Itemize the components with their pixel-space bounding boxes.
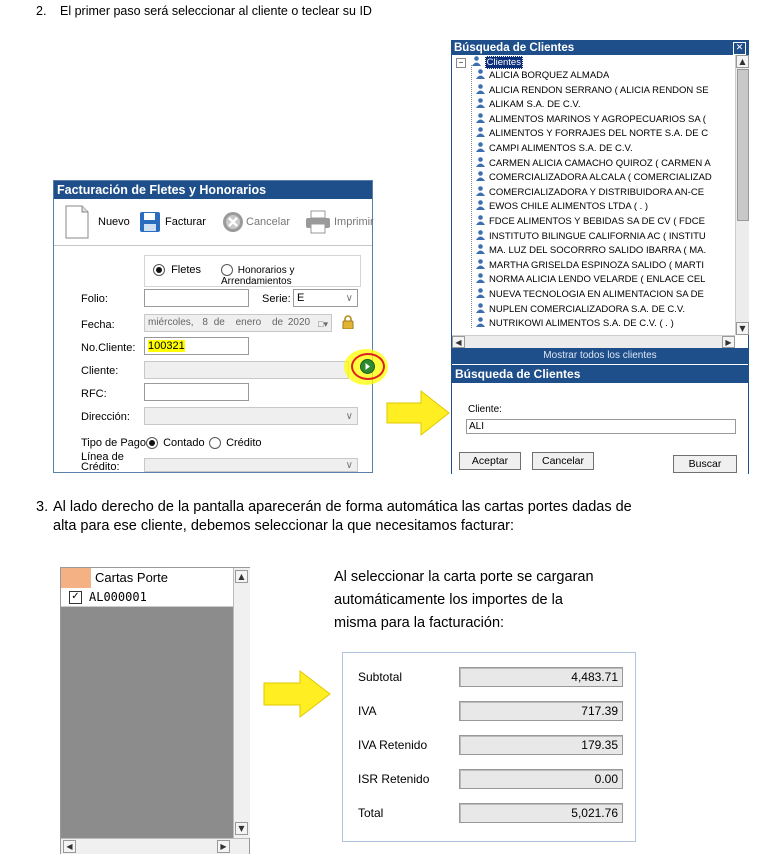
cliente-input[interactable] (144, 361, 349, 379)
chevron-down-icon: ∨ (345, 411, 353, 422)
person-icon (476, 230, 485, 240)
client-name: MA. LUZ DEL SOCORRRO SALIDO IBARRA ( MA. (489, 245, 707, 257)
serie-value: E (297, 292, 305, 304)
list-item[interactable] (476, 273, 705, 286)
facturar-label: Facturar (165, 216, 206, 228)
scroll-right-arrow[interactable]: ▶ (217, 840, 230, 853)
cartas-header: Cartas Porte (95, 570, 168, 585)
list-item[interactable] (476, 171, 712, 184)
search-cliente-label: Cliente: (468, 404, 502, 415)
nocliente-value: 100321 (148, 340, 185, 352)
fecha-picker[interactable] (144, 314, 332, 332)
serie-select[interactable] (293, 289, 358, 307)
total-label: IVA (358, 704, 377, 718)
list-item[interactable] (476, 259, 704, 272)
nuevo-button[interactable] (64, 205, 130, 239)
search-panel-title: Búsqueda de Clientes (452, 365, 748, 383)
fecha-year: 2020 (287, 317, 311, 328)
list-item[interactable] (476, 303, 685, 316)
scroll-right-arrow[interactable]: ▶ (722, 336, 735, 348)
linea-label-1: Línea de (81, 451, 124, 463)
person-icon (476, 303, 485, 313)
person-icon (476, 288, 485, 298)
radio-honorarios[interactable] (221, 264, 360, 287)
list-item[interactable] (476, 288, 704, 301)
tipo-radio-group (144, 255, 361, 287)
client-name: ALIMENTOS MARINOS Y AGROPECUARIOS SA ( (489, 113, 706, 125)
total-label: Subtotal (358, 670, 403, 684)
step3-line1: Al lado derecho de la pantalla aparecerán de forma automática las cartas portes dadas de (53, 499, 632, 515)
note-text (334, 566, 594, 635)
mostrar-todos-button[interactable]: Mostrar todos los clientes (452, 348, 748, 364)
person-icon (476, 171, 485, 181)
table-row[interactable] (61, 588, 233, 607)
client-name: CAMPI ALIMENTOS S.A. DE C.V. (489, 143, 633, 154)
list-item[interactable] (476, 215, 705, 228)
facturar-button[interactable] (139, 205, 206, 239)
person-icon (476, 142, 485, 152)
fecha-month: enero (235, 317, 262, 328)
save-disk-icon (139, 211, 161, 233)
calendar-dropdown-icon: □▾ (318, 319, 328, 329)
client-name: ALICIA BORQUEZ ALMADA (489, 70, 610, 81)
radio-honorarios-dot (221, 264, 233, 276)
client-name: NUPLEN COMERCIALIZADORA S.A. DE C.V. (489, 303, 686, 315)
carta-id: AL000001 (89, 590, 147, 604)
nocliente-label: No.Cliente: (81, 342, 136, 354)
cancelar-label: Cancelar (246, 216, 291, 228)
person-icon (476, 127, 485, 137)
tree-vertical-scrollbar[interactable] (735, 55, 749, 335)
total-value: 5,021.76 (459, 803, 623, 823)
fecha-d: 8 (202, 317, 208, 328)
imprimir-button[interactable] (305, 205, 374, 239)
totals-panel (342, 652, 636, 842)
radio-honorarios-label: Honorarios y Arrendamientos (221, 264, 295, 287)
step3-number: 3. (36, 499, 49, 515)
scroll-up-arrow[interactable]: ▲ (736, 55, 749, 68)
client-name: NORMA ALICIA LENDO VELARDE ( ENLACE CEL (489, 274, 706, 286)
list-item[interactable] (476, 157, 711, 170)
serie-label: Serie: (262, 293, 291, 305)
nuevo-label: Nuevo (98, 216, 130, 228)
total-value: 0.00 (459, 769, 623, 789)
scroll-down-arrow[interactable]: ▼ (235, 822, 248, 835)
cartas-header-corner (61, 568, 91, 588)
direccion-select[interactable] (144, 407, 358, 425)
list-item[interactable] (476, 244, 706, 257)
arrow-right-icon (385, 388, 451, 438)
note-line2: automáticamente los importes de la (334, 592, 563, 608)
scroll-left-arrow[interactable]: ◀ (63, 840, 76, 853)
client-name: ALICIA RENDON SERRANO ( ALICIA RENDON SE (489, 84, 709, 96)
person-icon (476, 200, 485, 210)
list-item[interactable] (476, 127, 708, 140)
client-name: ALIKAM S.A. DE C.V. (489, 99, 581, 111)
fecha-day: miércoles, (148, 317, 194, 328)
radio-contado-label: Contado (163, 437, 205, 449)
client-name: CARMEN ALICIA CAMACHO QUIROZ ( CARMEN A (489, 157, 711, 169)
chevron-down-icon: ∨ (345, 293, 353, 304)
search-panel (452, 365, 748, 475)
linea-credito-select[interactable] (144, 458, 358, 472)
rfc-input[interactable] (144, 383, 249, 401)
client-name: COMERCIALIZADORA Y DISTRIBUIDORA AN-CE (489, 186, 705, 198)
folio-input[interactable] (144, 289, 249, 307)
person-icon (476, 157, 485, 167)
client-name: NUEVA TECNOLOGIA EN ALIMENTACION SA DE (489, 289, 704, 300)
client-name: INSTITUTO BILINGUE CALIFORNIA AC ( INSTITU (489, 230, 706, 242)
fecha-de2: de (271, 317, 284, 328)
person-icon (476, 113, 485, 123)
busqueda-title: Búsqueda de Clientes (452, 41, 748, 55)
person-icon (476, 98, 485, 108)
radio-contado[interactable] (146, 437, 205, 449)
tipopago-label: Tipo de Pago (81, 437, 147, 449)
imprimir-label: Imprimir (334, 216, 374, 228)
total-value: 179.35 (459, 735, 623, 755)
tree-root[interactable] (456, 56, 523, 69)
client-name: COMERCIALIZADORA ALCALA ( COMERCIALIZAD (489, 172, 712, 184)
radio-fletes-label: Fletes (171, 264, 202, 276)
client-name: MARTHA GRISELDA ESPINOZA SALIDO ( MARTI (489, 259, 705, 271)
fecha-label: Fecha: (81, 319, 115, 331)
direccion-label: Dirección: (81, 411, 130, 423)
cartas-header-row (61, 568, 233, 589)
total-value: 717.39 (459, 701, 623, 721)
client-name: NUTRIKOWI ALIMENTOS S.A. DE C.V. ( . ) (489, 318, 674, 330)
facturacion-window (53, 180, 373, 473)
lock-icon (342, 315, 354, 329)
radio-fletes-dot (153, 264, 165, 276)
tree-connector (471, 65, 472, 328)
person-icon (476, 273, 485, 283)
list-item[interactable] (476, 98, 581, 111)
step2-number: 2. (36, 4, 47, 18)
carta-checkbox[interactable]: ✓ (69, 591, 82, 604)
linea-label-2: Crédito: (81, 461, 120, 473)
person-icon (476, 186, 485, 196)
close-icon[interactable]: ✕ (733, 42, 746, 55)
collapse-icon[interactable]: − (456, 58, 466, 68)
printer-icon (305, 210, 331, 234)
nocliente-input[interactable] (144, 337, 249, 355)
person-icon (476, 317, 485, 327)
radio-credito-dot (209, 437, 221, 449)
list-item[interactable] (476, 200, 648, 213)
search-client-button[interactable] (360, 359, 375, 374)
radio-credito-label: Crédito (226, 437, 262, 449)
list-item[interactable] (476, 317, 674, 330)
cartas-horizontal-scrollbar[interactable] (61, 838, 249, 854)
list-item[interactable] (476, 69, 609, 82)
total-label: ISR Retenido (358, 772, 430, 786)
tree-root-label: Clientes (486, 57, 521, 68)
list-item[interactable] (476, 186, 704, 199)
total-label: IVA Retenido (358, 738, 428, 752)
list-item[interactable] (476, 230, 706, 243)
step2-text: El primer paso será seleccionar al cliente o teclear su ID (60, 4, 372, 18)
folio-label: Folio: (81, 293, 108, 305)
search-cliente-input[interactable]: ALI (466, 419, 736, 434)
client-name: FDCE ALIMENTOS Y BEBIDAS SA DE CV ( FDCE (489, 216, 705, 227)
step3-text (53, 498, 773, 536)
cancelar-button[interactable] (222, 205, 290, 239)
cartas-porte-grid (60, 567, 250, 854)
radio-contado-dot (146, 437, 158, 449)
total-label: Total (358, 806, 384, 820)
busqueda-window (451, 40, 749, 474)
list-item[interactable] (476, 113, 706, 126)
cartas-vertical-scrollbar[interactable] (233, 568, 250, 838)
person-icon (476, 215, 485, 225)
person-icon (476, 84, 485, 94)
new-document-icon (64, 205, 90, 239)
client-name: ALIMENTOS Y FORRAJES DEL NORTE S.A. DE C (489, 128, 709, 140)
list-item[interactable] (476, 142, 633, 155)
buscar-button[interactable]: Buscar (673, 455, 737, 473)
rfc-label: RFC: (81, 388, 107, 400)
arrow-right-icon (262, 668, 332, 720)
cancelar-search-button[interactable]: Cancelar (532, 452, 594, 470)
cliente-label: Cliente: (81, 365, 119, 377)
facturacion-toolbar (54, 199, 372, 246)
facturacion-title: Facturación de Fletes y Honorarios (54, 181, 372, 199)
total-value: 4,483.71 (459, 667, 623, 687)
fecha-de1: de (213, 317, 225, 328)
scroll-thumb[interactable] (737, 69, 749, 221)
scroll-up-arrow[interactable]: ▲ (235, 570, 248, 583)
scroll-down-arrow[interactable]: ▼ (736, 322, 749, 335)
clients-group-icon (472, 56, 481, 66)
aceptar-button[interactable]: Aceptar (459, 452, 521, 470)
note-line1: Al seleccionar la carta porte se cargaran (334, 569, 594, 585)
linea-credito-label (81, 452, 124, 472)
step3-line2: alta para ese cliente, debemos seleccionar la que necesitamos facturar: (53, 518, 515, 534)
person-icon (476, 244, 485, 254)
client-name: EWOS CHILE ALIMENTOS LTDA ( . ) (489, 201, 649, 213)
tree-horizontal-scrollbar[interactable] (452, 335, 735, 348)
person-icon (476, 69, 485, 79)
list-item[interactable] (476, 84, 709, 97)
radio-credito[interactable] (209, 437, 262, 449)
person-icon (476, 259, 485, 269)
scroll-left-arrow[interactable]: ◀ (452, 336, 465, 348)
note-line3: misma para la facturación: (334, 615, 505, 631)
cancel-icon (222, 211, 244, 233)
chevron-down-icon: ∨ (345, 460, 353, 471)
radio-fletes[interactable] (153, 264, 201, 276)
clients-tree (452, 55, 735, 335)
